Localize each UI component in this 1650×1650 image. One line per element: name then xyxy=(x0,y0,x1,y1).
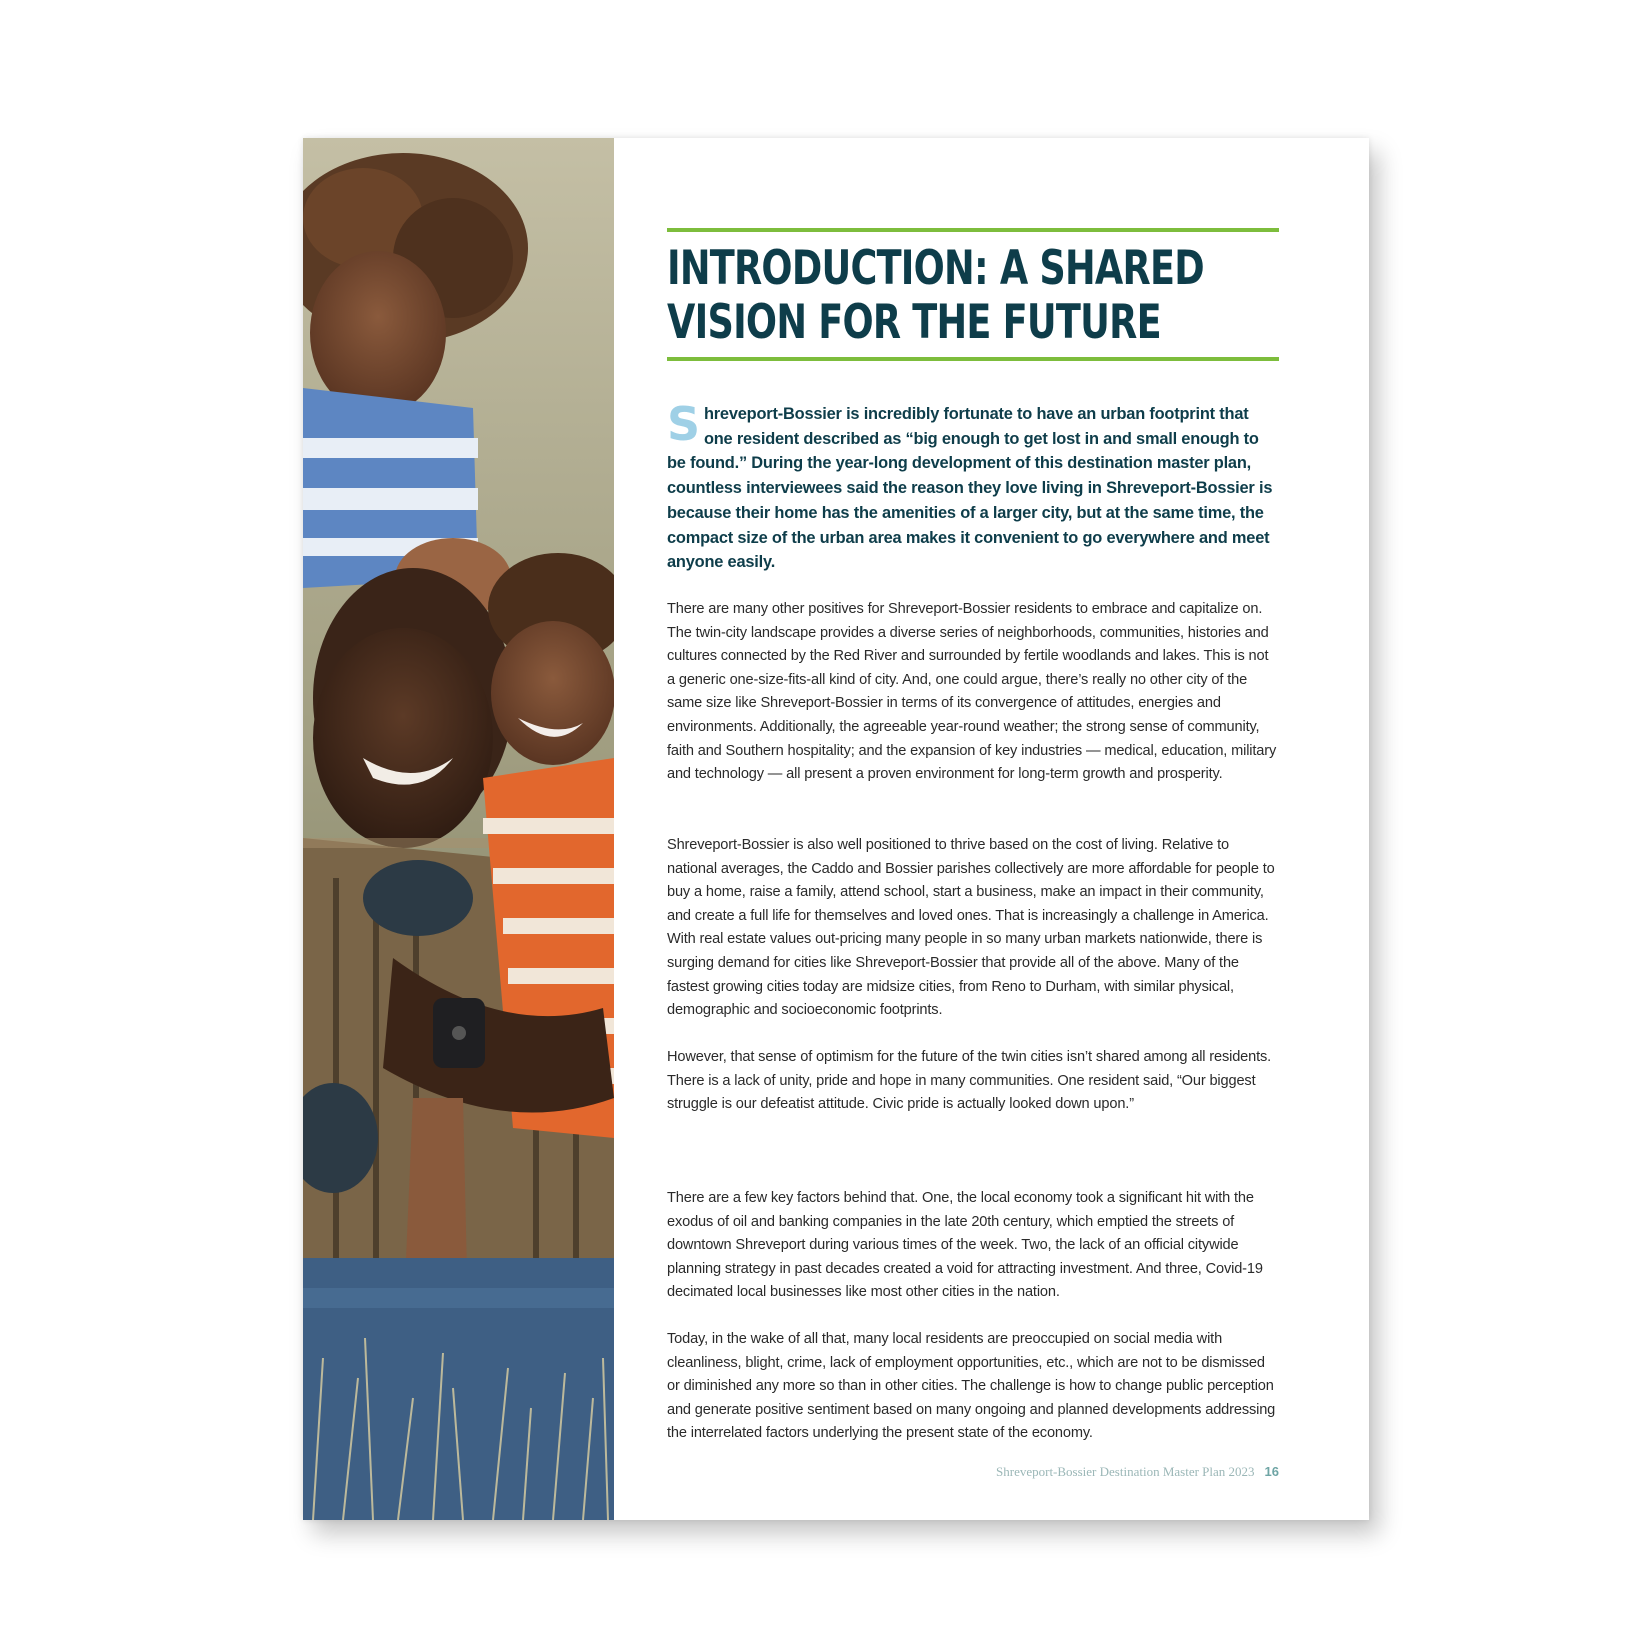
title-rule-top xyxy=(667,228,1279,232)
body-paragraph-4: There are a few key factors behind that. One, the local economy took a significant hit with the exodus of oil and banking companies in the late 20th century, which emptied the streets of downtown Shreveport during various times of the week. Two, the lack of an official citywide planning strategy in past decades created a void for attracting investment. And three, Covid-19 decimated local businesses like most other cities in the nation. xyxy=(667,1190,1263,1301)
page-footer xyxy=(996,1464,1279,1480)
page-title xyxy=(667,241,1204,350)
body-paragraph-5: Today, in the wake of all that, many local residents are preoccupied on social media with cleanliness, blight, crime, lack of employment opportunities, etc., which are not to be dismissed or diminished any more so than in other cities. The challenge is how to change public perception and generate positive sentiment based on many ongoing and planned developments addressing the interrelated factors underlying the present state of the economy. xyxy=(667,1331,1276,1442)
lead-paragraph xyxy=(667,397,1279,575)
family-photo-illustration xyxy=(303,138,614,1520)
body-paragraph-3: However, that sense of optimism for the future of the twin cities isn’t shared among all residents. There is a lack of unity, pride and hope in many communities. One resident said, “Our biggest struggle is our defeatist attitude. Civic pride is actually looked down upon.” xyxy=(667,1049,1272,1113)
body-paragraph-2: Shreveport-Bossier is also well positioned to thrive based on the cost of living. Relative to national averages, the Caddo and Bossier parishes collectively are more affordable for people to buy a home, raise a family, attend school, start a business, make an impact in their community, and create a full life for themselves and loved ones. That is increasingly a challenge in America. With real estate values out-pricing many people in so many urban markets nationwide, there is surging demand for cities like Shreveport-Bossier that provide all of the above. Many of the fastest growing cities today are midsize cities, from Reno to Durham, with similar physical, demographic and socioeconomic footprints. xyxy=(667,837,1275,1019)
drop-cap: S xyxy=(667,397,700,451)
body-paragraph-1: There are many other positives for Shreveport-Bossier residents to embrace and capitalize on. The twin-city landscape provides a diverse series of neighborhoods, communities, histories and cultures connected by the Red River and surrounded by fertile woodlands and lakes. This is not a generic one-size-fits-all kind of city. And, one could argue, there’s really no other city of the same size like Shreveport-Bossier in terms of its convergence of attitudes, energies and environments. Additionally, the agreeable year-round weather; the strong sense of community, faith and Southern hospitality; and the expansion of key industries — medical, education, military and technology — all present a proven environment for long-term growth and prosperity. xyxy=(667,601,1277,783)
title-rule-bottom xyxy=(667,357,1279,361)
page-number: 16 xyxy=(1264,1464,1279,1479)
page-title-line-2: VISION FOR THE FUTURE xyxy=(667,295,1161,350)
article-content xyxy=(667,138,1279,1520)
lead-paragraph-text: hreveport-Bossier is incredibly fortunate to have an urban footprint that one resident described as “big enough to get lost in and small enough to be found.” During the year-long development of this destination master plan, countless interviewees said the reason they love living in Shreveport-Bossier is because their home has the amenities of a larger city, but at the same time, the compact size of the urban area makes it convenient to go everywhere and meet anyone easily. xyxy=(667,405,1273,572)
document-page xyxy=(303,138,1369,1520)
footer-title: Shreveport-Bossier Destination Master Plan 2023 xyxy=(996,1464,1255,1479)
page-title-line-1: INTRODUCTION: A SHARED xyxy=(667,241,1204,296)
family-photo xyxy=(303,138,614,1520)
